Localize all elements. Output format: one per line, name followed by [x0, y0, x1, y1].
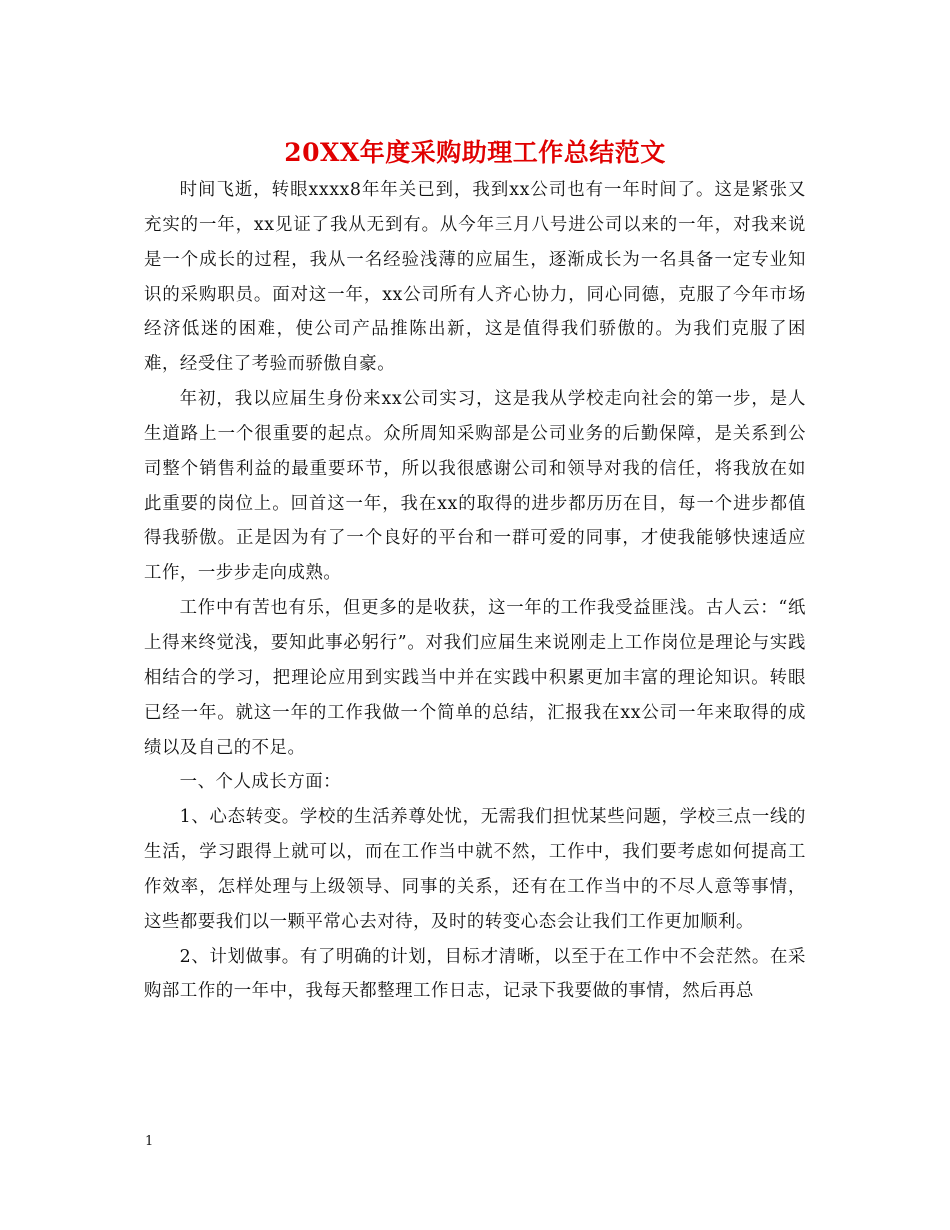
paragraph: 2、计划做事。有了明确的计划，目标才清晰，以至于在工作中不会茫然。在采购部工作的一年中，我每天都整理工作日志，记录下我要做的事情，然后再总: [144, 946, 806, 1002]
paragraph: 工作中有苦也有乐，但更多的是收获，这一年的工作我受益匪浅。古人云：“纸上得来终觉浅，要知此事必躬行”。对我们应届生来说刚走上工作岗位是理论与实践相结合的学习，把理论应用到实践当中并在实践中积累更加丰富的理论知识。转眼已经一年。就这一年的工作我做一个简单的总结，汇报我在xx公司一年来取得的成绩以及自己的不足。: [144, 598, 806, 758]
paragraph: 年初，我以应届生身份来xx公司实习，这是我从学校走向社会的第一步，是人生道路上一个很重要的起点。众所周知采购部是公司业务的后勤保障，是关系到公司整个销售利益的最重要环节，所以我很感谢公司和领导对我的信任，将我放在如此重要的岗位上。回首这一年，我在xx的取得的进步都历历在目，每一个进步都值得我骄傲。正是因为有了一个良好的平台和一群可爱的同事，才使我能够快速适应工作，一步步走向成熟。: [144, 389, 806, 584]
document-title: 20XX年度采购助理工作总结范文: [284, 138, 666, 167]
paragraph: 时间飞逝，转眼xxxx8年年关已到，我到xx公司也有一年时间了。这是紧张又充实的一年，xx见证了我从无到有。从今年三月八号进公司以来的一年，对我来说是一个成长的过程，我从一名经验浅薄的应届生，逐渐成长为一名具备一定专业知识的采购职员。面对这一年，xx公司所有人齐心协力，同心同德，克服了今年市场经济低迷的困难，使公司产品推陈出新，这是值得我们骄傲的。为我们克服了困难，经受住了考验而骄傲自豪。: [144, 180, 806, 375]
paragraph: 1、心态转变。学校的生活养尊处忧，无需我们担忧某些问题，学校三点一线的生活，学习跟得上就可以，而在工作当中就不然，工作中，我们要考虑如何提高工作效率，怎样处理与上级领导、同事的关系，还有在工作当中的不尽人意等事情，这些都要我们以一颗平常心去对待，及时的转变心态会让我们工作更加顺利。: [144, 807, 806, 932]
document-body: [144, 173, 806, 1009]
page-number: 1: [145, 1134, 154, 1149]
section-heading: 一、个人成长方面：: [179, 772, 342, 793]
